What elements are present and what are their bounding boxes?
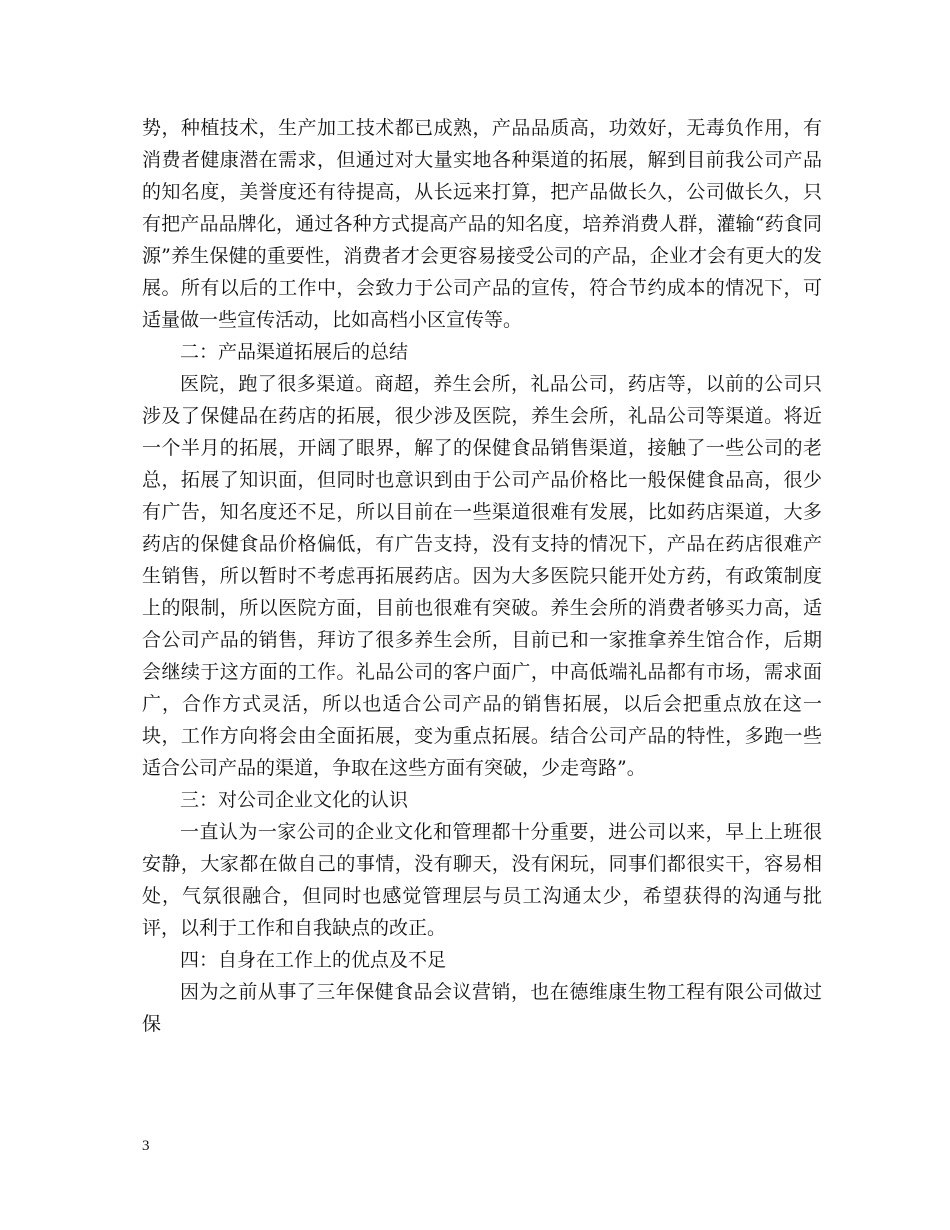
- paragraph-continuation: 势，种植技术，生产加工技术都已成熟，产品品质高，功效好，无毒负作用，有消费者健康潜在需求，但通过对大量实地各种渠道的拓展，解到目前我公司产品的知名度，美誉度还有待提高，从长远来打算，把产品做长久，公司做长久，只有把产品品牌化，通过各种方式提高产品的知名度，培养消费人群，灌输“药食同源”养生保健的重要性，消费者才会更容易接受公司的产品，企业才会有更大的发展。所有以后的工作中，会致力于公司产品的宣传，符合节约成本的情况下，可适量做一些宣传活动，比如高档小区宣传等。: [142, 117, 822, 331]
- document-body: [142, 112, 822, 1040]
- section-heading-4: 四：自身在工作上的优点及不足: [180, 949, 447, 971]
- paragraph-strengths-weaknesses: 因为之前从事了三年保健食品会议营销，也在德维康生物工程有限公司做过保: [142, 981, 822, 1035]
- paragraph-corporate-culture: 一直认为一家公司的企业文化和管理都十分重要，进公司以来，早上上班很安静，大家都在做自己的事情，没有聊天，没有闲玩，同事们都很实干，容易相处，气氛很融合，但同时也感觉管理层与员工沟通太少，希望获得的沟通与批评，以利于工作和自我缺点的改正。: [142, 821, 822, 939]
- section-heading-2: 二：产品渠道拓展后的总结: [180, 341, 409, 363]
- page-number: 3: [142, 1138, 150, 1154]
- section-heading-3: 三：对公司企业文化的认识: [180, 789, 409, 811]
- paragraph-channel-summary: 医院，跑了很多渠道。商超，养生会所，礼品公司，药店等，以前的公司只涉及了保健品在药店的拓展，很少涉及医院，养生会所，礼品公司等渠道。将近一个半月的拓展，开阔了眼界，解了的保健食品销售渠道，接触了一些公司的老总，拓展了知识面，但同时也意识到由于公司产品价格比一般保健食品高，很少有广告，知名度还不足，所以目前在一些渠道很难有发展，比如药店渠道，大多药店的保健食品价格偏低，有广告支持，没有支持的情况下，产品在药店很难产生销售，所以暂时不考虑再拓展药店。因为大多医院只能开处方药，有政策制度上的限制，所以医院方面，目前也很难有突破。养生会所的消费者够买力高，适合公司产品的销售，拜访了很多养生会所，目前已和一家推拿养生馆合作，后期会继续于这方面的工作。礼品公司的客户面广，中高低端礼品都有市场，需求面广，合作方式灵活，所以也适合公司产品的销售拓展，以后会把重点放在这一块，工作方向将会由全面拓展，变为重点拓展。结合公司产品的特性，多跑一些适合公司产品的渠道，争取在这些方面有突破，少走弯路”。: [142, 373, 822, 779]
